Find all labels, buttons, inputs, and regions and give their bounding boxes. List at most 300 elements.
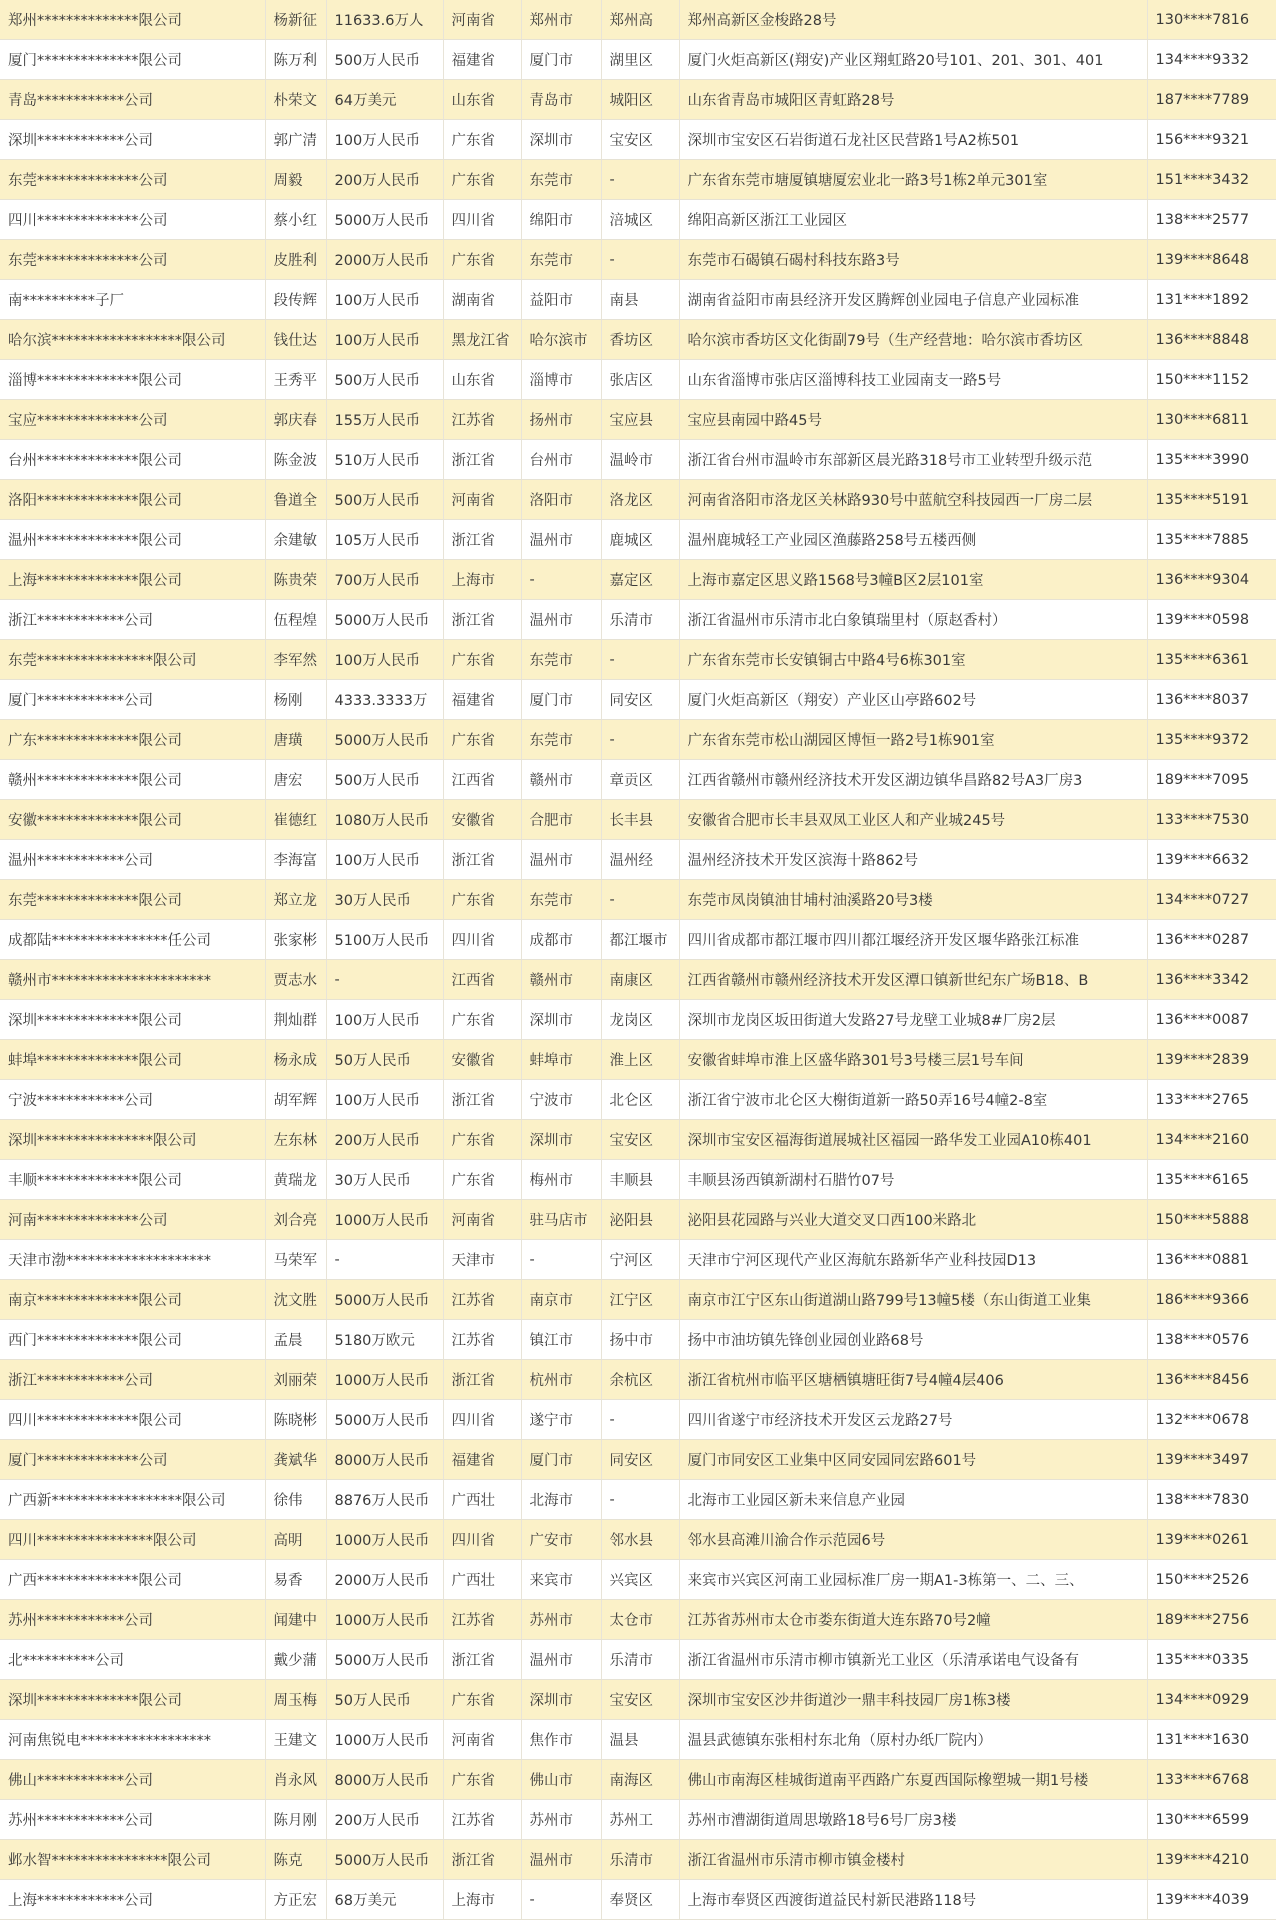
phone-cell: 134****9332 [1147,40,1276,80]
city-cell: 郑州市 [521,0,601,40]
table-row [0,1120,1276,1160]
district-cell: 龙岗区 [601,1000,679,1040]
city-cell: 广安市 [521,1520,601,1560]
city-cell: 赣州市 [521,960,601,1000]
registered-capital-cell: - [326,960,443,1000]
table-row [0,1600,1276,1640]
address-cell: 湖南省益阳市南县经济开发区腾辉创业园电子信息产业园标准 [679,280,1147,320]
registered-capital-cell: 500万人民币 [326,760,443,800]
phone-cell: 139****3497 [1147,1440,1276,1480]
phone-cell: 132****0678 [1147,1400,1276,1440]
registered-capital-cell: 700万人民币 [326,560,443,600]
legal-person-cell: 刘丽荣 [265,1360,326,1400]
city-cell: 深圳市 [521,1000,601,1040]
address-cell: 江西省赣州市赣州经济技术开发区湖边镇华昌路82号A3厂房3 [679,760,1147,800]
province-cell: 河南省 [443,1200,521,1240]
city-cell: 东莞市 [521,880,601,920]
address-cell: 来宾市兴宾区河南工业园标准厂房一期A1-3栋第一、二、三、 [679,1560,1147,1600]
province-cell: 广东省 [443,1000,521,1040]
district-cell: 章贡区 [601,760,679,800]
company-name-cell: 东莞**************公司 [0,240,265,280]
city-cell: 成都市 [521,920,601,960]
district-cell: 城阳区 [601,80,679,120]
registered-capital-cell: 5000万人民币 [326,600,443,640]
district-cell: 温县 [601,1720,679,1760]
company-name-cell: 安徽**************限公司 [0,800,265,840]
registered-capital-cell: 5000万人民币 [326,1280,443,1320]
phone-cell: 131****1630 [1147,1720,1276,1760]
province-cell: 福建省 [443,680,521,720]
legal-person-cell: 郭广清 [265,120,326,160]
address-cell: 广东省东莞市塘厦镇塘厦宏业北一路3号1栋2单元301室 [679,160,1147,200]
district-cell: 同安区 [601,1440,679,1480]
city-cell: 厦门市 [521,40,601,80]
province-cell: 广东省 [443,120,521,160]
company-name-cell: 佛山************公司 [0,1760,265,1800]
legal-person-cell: 陈万利 [265,40,326,80]
district-cell: - [601,1480,679,1520]
registered-capital-cell: 100万人民币 [326,120,443,160]
address-cell: 深圳市宝安区福海街道展城社区福园一路华发工业园A10栋401 [679,1120,1147,1160]
province-cell: 山东省 [443,360,521,400]
city-cell: 深圳市 [521,1120,601,1160]
legal-person-cell: 沈文胜 [265,1280,326,1320]
city-cell: 北海市 [521,1480,601,1520]
table-row [0,1280,1276,1320]
table-row [0,520,1276,560]
registered-capital-cell: 200万人民币 [326,1800,443,1840]
address-cell: 安徽省合肥市长丰县双凤工业区人和产业城245号 [679,800,1147,840]
table-row [0,480,1276,520]
address-cell: 温州经济技术开发区滨海十路862号 [679,840,1147,880]
phone-cell: 133****6768 [1147,1760,1276,1800]
registered-capital-cell: 5180万欧元 [326,1320,443,1360]
address-cell: 温州鹿城轻工产业园区渔藤路258号五楼西侧 [679,520,1147,560]
legal-person-cell: 荆灿群 [265,1000,326,1040]
registered-capital-cell: 1000万人民币 [326,1520,443,1560]
province-cell: 广东省 [443,240,521,280]
phone-cell: 130****6599 [1147,1800,1276,1840]
address-cell: 广东省东莞市长安镇铜古中路4号6栋301室 [679,640,1147,680]
district-cell: 淮上区 [601,1040,679,1080]
table-row [0,320,1276,360]
province-cell: 江苏省 [443,1800,521,1840]
address-cell: 扬中市油坊镇先锋创业园创业路68号 [679,1320,1147,1360]
district-cell: 香坊区 [601,320,679,360]
table-row [0,1760,1276,1800]
table-row [0,1720,1276,1760]
phone-cell: 134****0727 [1147,880,1276,920]
phone-cell: 136****0087 [1147,1000,1276,1040]
table-row [0,280,1276,320]
phone-cell: 139****4210 [1147,1840,1276,1880]
registered-capital-cell: 64万美元 [326,80,443,120]
city-cell: 哈尔滨市 [521,320,601,360]
company-name-cell: 哈尔滨******************限公司 [0,320,265,360]
district-cell: 宝安区 [601,120,679,160]
phone-cell: 138****0576 [1147,1320,1276,1360]
registered-capital-cell: 200万人民币 [326,1120,443,1160]
legal-person-cell: 戴少蒲 [265,1640,326,1680]
district-cell: 鹿城区 [601,520,679,560]
legal-person-cell: 张家彬 [265,920,326,960]
city-cell: 温州市 [521,1840,601,1880]
address-cell: 江苏省苏州市太仓市娄东街道大连东路70号2幢 [679,1600,1147,1640]
company-name-cell: 四川**************限公司 [0,1400,265,1440]
table-row [0,1000,1276,1040]
city-cell: 温州市 [521,1640,601,1680]
city-cell: 温州市 [521,520,601,560]
registered-capital-cell: 5000万人民币 [326,1640,443,1680]
legal-person-cell: 王秀平 [265,360,326,400]
district-cell: 湖里区 [601,40,679,80]
address-cell: 温县武德镇东张相村东北角（原村办纸厂院内） [679,1720,1147,1760]
phone-cell: 151****3432 [1147,160,1276,200]
district-cell: 温岭市 [601,440,679,480]
legal-person-cell: 段传辉 [265,280,326,320]
phone-cell: 135****6165 [1147,1160,1276,1200]
company-name-cell: 南京**************限公司 [0,1280,265,1320]
legal-person-cell: 蔡小红 [265,200,326,240]
table-row [0,1400,1276,1440]
district-cell: 南县 [601,280,679,320]
legal-person-cell: 周玉梅 [265,1680,326,1720]
district-cell: 南康区 [601,960,679,1000]
address-cell: 厦门火炬高新区（翔安）产业区山亭路602号 [679,680,1147,720]
province-cell: 河南省 [443,0,521,40]
table-row [0,600,1276,640]
district-cell: 奉贤区 [601,1880,679,1920]
registered-capital-cell: 500万人民币 [326,480,443,520]
phone-cell: 139****0598 [1147,600,1276,640]
legal-person-cell: 伍程煌 [265,600,326,640]
legal-person-cell: 钱仕达 [265,320,326,360]
district-cell: 兴宾区 [601,1560,679,1600]
district-cell: 南海区 [601,1760,679,1800]
district-cell: 扬中市 [601,1320,679,1360]
city-cell: 青岛市 [521,80,601,120]
table-row [0,1680,1276,1720]
registered-capital-cell: 1000万人民币 [326,1600,443,1640]
address-cell: 深圳市龙岗区坂田街道大发路27号龙壁工业城8#厂房2层 [679,1000,1147,1040]
province-cell: 浙江省 [443,1080,521,1120]
address-cell: 厦门火炬高新区(翔安)产业区翔虹路20号101、201、301、401 [679,40,1147,80]
company-name-cell: 厦门**************公司 [0,1440,265,1480]
table-row [0,80,1276,120]
table-row [0,1240,1276,1280]
city-cell: - [521,560,601,600]
province-cell: 浙江省 [443,1840,521,1880]
city-cell: 佛山市 [521,1760,601,1800]
registered-capital-cell: 50万人民币 [326,1680,443,1720]
city-cell: 南京市 [521,1280,601,1320]
table-row [0,1320,1276,1360]
address-cell: 山东省淄博市张店区淄博科技工业园南支一路5号 [679,360,1147,400]
province-cell: 黑龙江省 [443,320,521,360]
district-cell: 乐清市 [601,600,679,640]
address-cell: 哈尔滨市香坊区文化街副79号（生产经营地：哈尔滨市香坊区 [679,320,1147,360]
registered-capital-cell: 30万人民币 [326,880,443,920]
phone-cell: 136****0287 [1147,920,1276,960]
city-cell: 东莞市 [521,240,601,280]
phone-cell: 138****7830 [1147,1480,1276,1520]
city-cell: 蚌埠市 [521,1040,601,1080]
address-cell: 绵阳高新区浙江工业园区 [679,200,1147,240]
district-cell: - [601,1400,679,1440]
table-row [0,1080,1276,1120]
registered-capital-cell: 500万人民币 [326,360,443,400]
registered-capital-cell: 1000万人民币 [326,1360,443,1400]
phone-cell: 131****1892 [1147,280,1276,320]
address-cell: 河南省洛阳市洛龙区关林路930号中蓝航空科技园西一厂房二层 [679,480,1147,520]
phone-cell: 139****2839 [1147,1040,1276,1080]
city-cell: 镇江市 [521,1320,601,1360]
district-cell: 太仓市 [601,1600,679,1640]
city-cell: 遂宁市 [521,1400,601,1440]
province-cell: 江苏省 [443,400,521,440]
phone-cell: 135****0335 [1147,1640,1276,1680]
phone-cell: 139****4039 [1147,1880,1276,1920]
province-cell: 山东省 [443,80,521,120]
address-cell: 邻水县高滩川渝合作示范园6号 [679,1520,1147,1560]
province-cell: 湖南省 [443,280,521,320]
registered-capital-cell: 5000万人民币 [326,1840,443,1880]
province-cell: 天津市 [443,1240,521,1280]
district-cell: 张店区 [601,360,679,400]
registered-capital-cell: 510万人民币 [326,440,443,480]
company-name-cell: 北**********公司 [0,1640,265,1680]
address-cell: 南京市江宁区东山街道湖山路799号13幢5楼（东山街道工业集 [679,1280,1147,1320]
table-row [0,1520,1276,1560]
city-cell: 深圳市 [521,1680,601,1720]
province-cell: 四川省 [443,1520,521,1560]
table-row [0,800,1276,840]
table-row [0,1160,1276,1200]
registered-capital-cell: 2000万人民币 [326,240,443,280]
company-name-cell: 深圳****************限公司 [0,1120,265,1160]
address-cell: 浙江省宁波市北仑区大榭街道新一路50弄16号4幢2-8室 [679,1080,1147,1120]
district-cell: 宝安区 [601,1120,679,1160]
address-cell: 上海市奉贤区西渡街道益民村新民港路118号 [679,1880,1147,1920]
address-cell: 浙江省温州市乐清市北白象镇瑞里村（原赵香村） [679,600,1147,640]
province-cell: 河南省 [443,1720,521,1760]
legal-person-cell: 贾志水 [265,960,326,1000]
district-cell: 邻水县 [601,1520,679,1560]
address-cell: 四川省遂宁市经济技术开发区云龙路27号 [679,1400,1147,1440]
district-cell: 同安区 [601,680,679,720]
table-row [0,560,1276,600]
legal-person-cell: 鲁道全 [265,480,326,520]
phone-cell: 187****7789 [1147,80,1276,120]
address-cell: 丰顺县汤西镇新湖村石腊竹07号 [679,1160,1147,1200]
province-cell: 江苏省 [443,1320,521,1360]
registered-capital-cell: 105万人民币 [326,520,443,560]
company-name-cell: 上海**************限公司 [0,560,265,600]
registered-capital-cell: 100万人民币 [326,840,443,880]
legal-person-cell: 郑立龙 [265,880,326,920]
company-name-cell: 台州**************限公司 [0,440,265,480]
table-row [0,360,1276,400]
address-cell: 四川省成都市都江堰市四川都江堰经济开发区堰华路张江标准 [679,920,1147,960]
legal-person-cell: 唐宏 [265,760,326,800]
legal-person-cell: 唐璜 [265,720,326,760]
legal-person-cell: 余建敏 [265,520,326,560]
district-cell: 苏州工 [601,1800,679,1840]
phone-cell: 136****0881 [1147,1240,1276,1280]
district-cell: 宁河区 [601,1240,679,1280]
table-row [0,0,1276,40]
legal-person-cell: 孟晨 [265,1320,326,1360]
legal-person-cell: 陈贵荣 [265,560,326,600]
province-cell: 广西壮 [443,1480,521,1520]
address-cell: 宝应县南园中路45号 [679,400,1147,440]
company-name-cell: 苏州************公司 [0,1600,265,1640]
registered-capital-cell: 1000万人民币 [326,1200,443,1240]
phone-cell: 136****3342 [1147,960,1276,1000]
phone-cell: 134****0929 [1147,1680,1276,1720]
legal-person-cell: 方正宏 [265,1880,326,1920]
district-cell: 长丰县 [601,800,679,840]
phone-cell: 130****6811 [1147,400,1276,440]
province-cell: 广东省 [443,720,521,760]
address-cell: 东莞市石碣镇石碣村科技东路3号 [679,240,1147,280]
province-cell: 广东省 [443,1120,521,1160]
city-cell: 台州市 [521,440,601,480]
company-name-cell: 成都陆****************任公司 [0,920,265,960]
district-cell: 余杭区 [601,1360,679,1400]
province-cell: 广东省 [443,1160,521,1200]
city-cell: 东莞市 [521,640,601,680]
province-cell: 广东省 [443,160,521,200]
address-cell: 浙江省温州市乐清市柳市镇新光工业区（乐清承诺电气设备有 [679,1640,1147,1680]
city-cell: 洛阳市 [521,480,601,520]
registered-capital-cell: 5000万人民币 [326,720,443,760]
province-cell: 河南省 [443,480,521,520]
address-cell: 广东省东莞市松山湖园区博恒一路2号1栋901室 [679,720,1147,760]
company-name-cell: 河南焦锐电****************** [0,1720,265,1760]
phone-cell: 134****2160 [1147,1120,1276,1160]
province-cell: 江苏省 [443,1280,521,1320]
address-cell: 苏州市漕湖街道周思墩路18号6号厂房3楼 [679,1800,1147,1840]
company-name-cell: 东莞****************限公司 [0,640,265,680]
address-cell: 东莞市凤岗镇油甘埔村油溪路20号3楼 [679,880,1147,920]
registered-capital-cell: 5000万人民币 [326,200,443,240]
company-name-cell: 邺水智****************限公司 [0,1840,265,1880]
province-cell: 福建省 [443,1440,521,1480]
company-name-cell: 赣州市********************** [0,960,265,1000]
legal-person-cell: 易香 [265,1560,326,1600]
city-cell: 深圳市 [521,120,601,160]
registered-capital-cell: 30万人民币 [326,1160,443,1200]
registered-capital-cell: 200万人民币 [326,160,443,200]
legal-person-cell: 陈金波 [265,440,326,480]
city-cell: 苏州市 [521,1600,601,1640]
district-cell: - [601,880,679,920]
phone-cell: 136****9304 [1147,560,1276,600]
table-row [0,120,1276,160]
phone-cell: 156****9321 [1147,120,1276,160]
district-cell: - [601,160,679,200]
address-cell: 江西省赣州市赣州经济技术开发区潭口镇新世纪东广场B18、B [679,960,1147,1000]
province-cell: 福建省 [443,40,521,80]
province-cell: 广东省 [443,1760,521,1800]
phone-cell: 139****0261 [1147,1520,1276,1560]
table-row [0,1200,1276,1240]
registered-capital-cell: 1000万人民币 [326,1720,443,1760]
legal-person-cell: 周毅 [265,160,326,200]
registered-capital-cell: - [326,1240,443,1280]
legal-person-cell: 闻建中 [265,1600,326,1640]
phone-cell: 150****5888 [1147,1200,1276,1240]
company-name-cell: 广西**************限公司 [0,1560,265,1600]
table-row [0,880,1276,920]
table-row [0,1800,1276,1840]
city-cell: 梅州市 [521,1160,601,1200]
district-cell: 温州经 [601,840,679,880]
district-cell: 涪城区 [601,200,679,240]
phone-cell: 189****2756 [1147,1600,1276,1640]
registered-capital-cell: 100万人民币 [326,640,443,680]
legal-person-cell: 陈克 [265,1840,326,1880]
registered-capital-cell: 500万人民币 [326,40,443,80]
phone-cell: 136****8037 [1147,680,1276,720]
table-row [0,920,1276,960]
district-cell: 宝安区 [601,1680,679,1720]
district-cell: - [601,640,679,680]
address-cell: 深圳市宝安区石岩街道石龙社区民营路1号A2栋501 [679,120,1147,160]
legal-person-cell: 杨刚 [265,680,326,720]
legal-person-cell: 胡军辉 [265,1080,326,1120]
city-cell: 东莞市 [521,160,601,200]
company-name-cell: 四川**************公司 [0,200,265,240]
legal-person-cell: 左东林 [265,1120,326,1160]
phone-cell: 133****7530 [1147,800,1276,840]
address-cell: 厦门市同安区工业集中区同安园同宏路601号 [679,1440,1147,1480]
registered-capital-cell: 4333.3333万 [326,680,443,720]
legal-person-cell: 崔德红 [265,800,326,840]
registered-capital-cell: 11633.6万人 [326,0,443,40]
province-cell: 浙江省 [443,1360,521,1400]
address-cell: 郑州高新区金梭路28号 [679,0,1147,40]
registered-capital-cell: 8000万人民币 [326,1760,443,1800]
phone-cell: 133****2765 [1147,1080,1276,1120]
table-row [0,160,1276,200]
table-row [0,680,1276,720]
phone-cell: 139****8648 [1147,240,1276,280]
table-row [0,200,1276,240]
phone-cell: 130****7816 [1147,0,1276,40]
city-cell: 杭州市 [521,1360,601,1400]
company-name-cell: 赣州**************限公司 [0,760,265,800]
address-cell: 浙江省杭州市临平区塘栖镇塘旺街7号4幢4层406 [679,1360,1147,1400]
district-cell: 乐清市 [601,1640,679,1680]
province-cell: 四川省 [443,200,521,240]
company-name-cell: 蚌埠**************限公司 [0,1040,265,1080]
table-row [0,1440,1276,1480]
province-cell: 江西省 [443,760,521,800]
company-name-cell: 深圳**************限公司 [0,1000,265,1040]
province-cell: 上海市 [443,1880,521,1920]
company-name-cell: 四川****************限公司 [0,1520,265,1560]
city-cell: 苏州市 [521,1800,601,1840]
district-cell: 乐清市 [601,1840,679,1880]
province-cell: 安徽省 [443,800,521,840]
company-name-cell: 南**********子厂 [0,280,265,320]
registered-capital-cell: 50万人民币 [326,1040,443,1080]
province-cell: 浙江省 [443,440,521,480]
company-name-cell: 丰顺**************限公司 [0,1160,265,1200]
city-cell: 焦作市 [521,1720,601,1760]
